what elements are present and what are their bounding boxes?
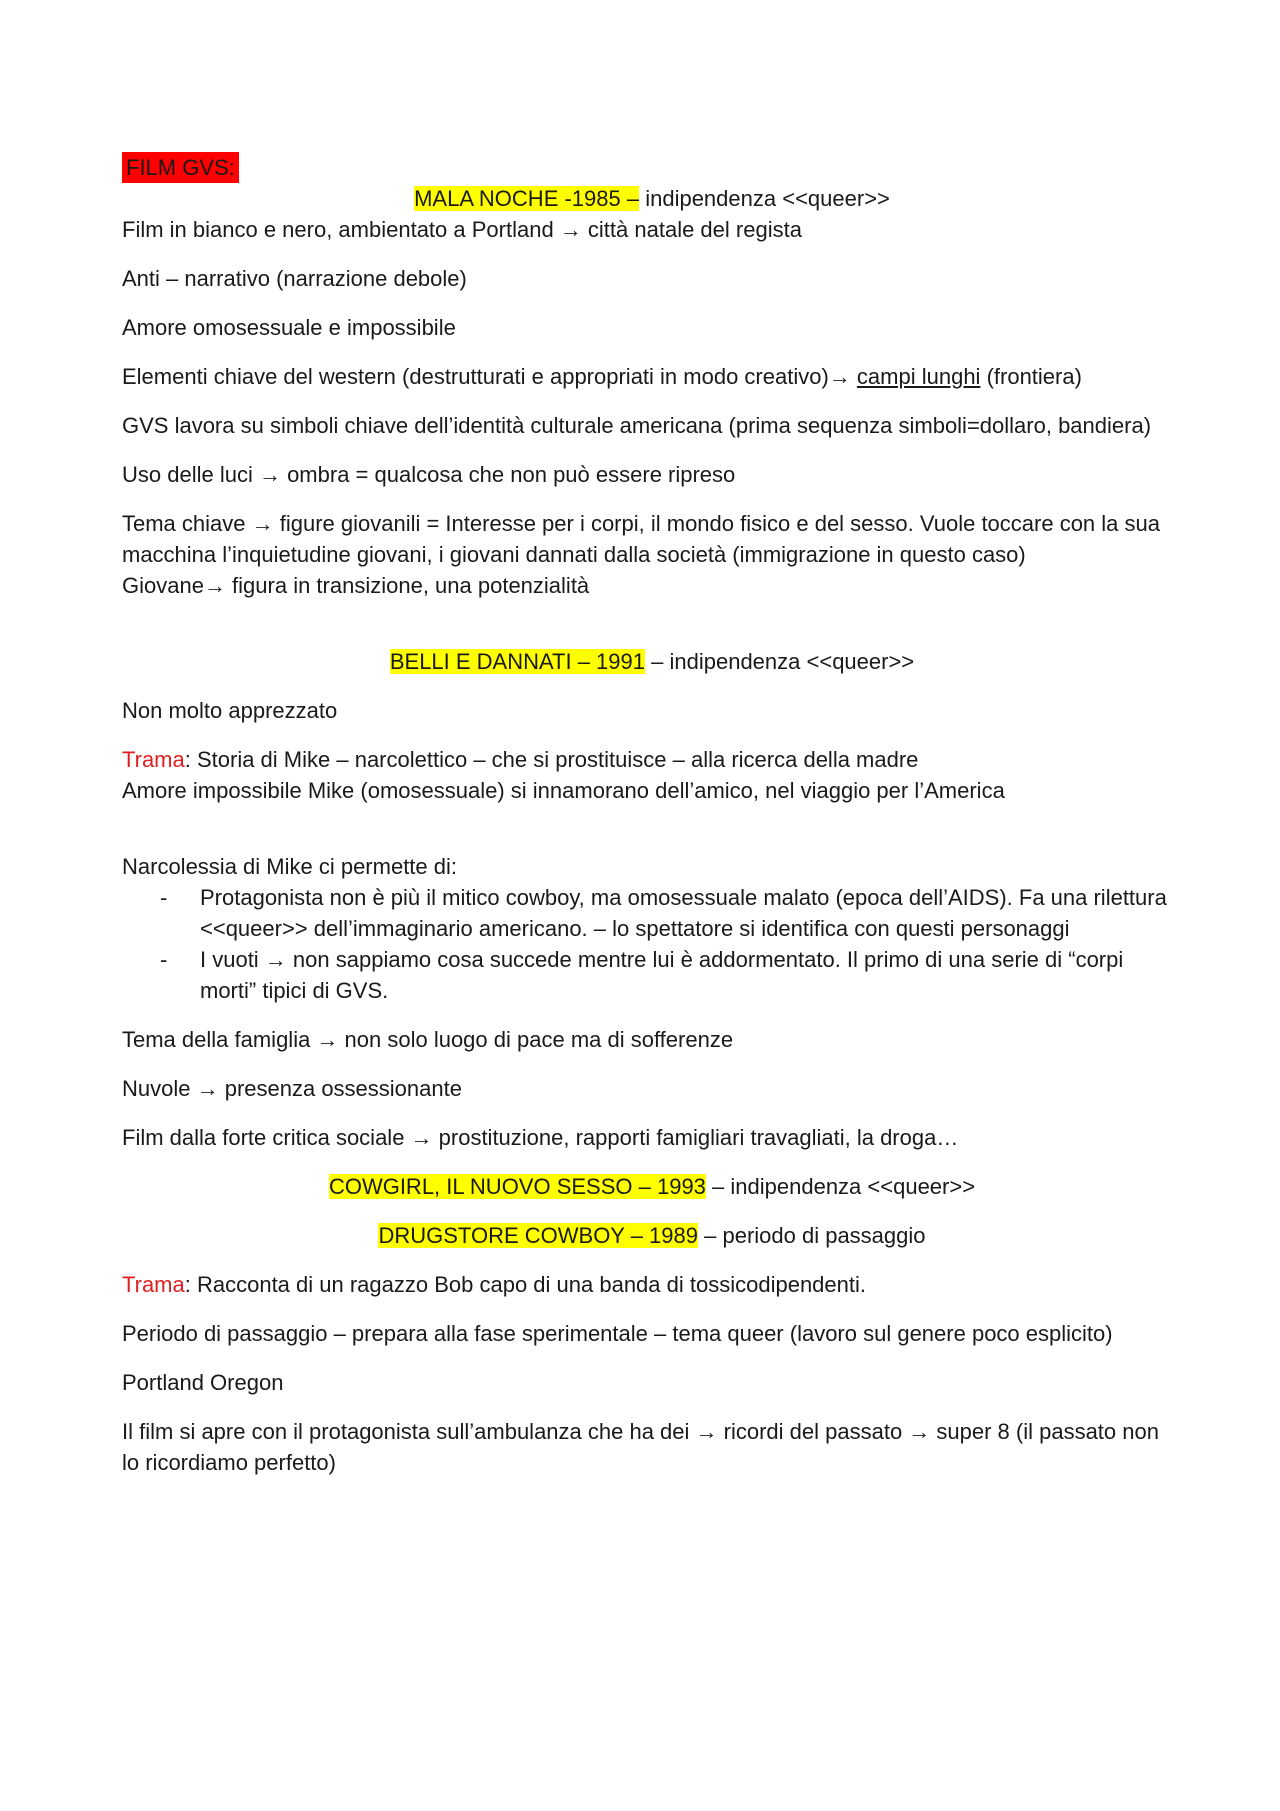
list-item: - Protagonista non è più il mitico cowboy, ma omosessuale malato (epoca dell’AIDS). Fa una rilettura <<queer>> dell’immaginario americano. – lo spettatore si identifica con questi personaggi xyxy=(200,882,1182,944)
paragraph: Tema chiave → figure giovanili = Interesse per i corpi, il mondo fisico e del sesso. Vuole toccare con la sua macchina l’inquietudine giovani, i giovani dannati dalla società (immigrazione in questo caso) xyxy=(122,511,1160,567)
paragraph: Nuvole → presenza ossessionante xyxy=(122,1076,462,1101)
heading-rest: – indipendenza <<queer>> xyxy=(651,649,915,674)
bullet-list xyxy=(122,882,1182,1006)
section-heading-mala-noche xyxy=(122,183,1182,214)
heading-highlight: BELLI E DANNATI – 1991 xyxy=(389,649,646,674)
heading-highlight: DRUGSTORE COWBOY – 1989 xyxy=(378,1223,698,1248)
section-heading-cowgirl xyxy=(122,1171,1182,1202)
paragraph: Il film si apre con il protagonista sull’ambulanza che ha dei → ricordi del passato → super 8 (il passato non lo ricordiamo perfetto) xyxy=(122,1419,1159,1475)
trama-line xyxy=(122,744,1182,775)
paragraph-western xyxy=(122,361,1182,392)
trama-line xyxy=(122,1269,1182,1300)
text: Elementi chiave del western (destrutturati e appropriati in modo creativo)→ xyxy=(122,364,851,389)
trama-label: Trama xyxy=(122,747,185,772)
heading-rest: – indipendenza <<queer>> xyxy=(712,1174,976,1199)
paragraph: Anti – narrativo (narrazione debole) xyxy=(122,266,467,291)
underlined-text: campi lunghi xyxy=(856,364,981,389)
spacer xyxy=(122,619,1182,646)
trama-text: : Racconta di un ragazzo Bob capo di una banda di tossicodipendenti. xyxy=(184,1272,866,1297)
trama-text: : Storia di Mike – narcolettico – che si prostituisce – alla ricerca della madre xyxy=(184,747,919,772)
paragraph: Uso delle luci → ombra = qualcosa che non può essere ripreso xyxy=(122,462,736,487)
heading-rest: indipendenza <<queer>> xyxy=(645,186,890,211)
paragraph: Periodo di passaggio – prepara alla fase sperimentale – tema queer (lavoro sul genere poco esplicito) xyxy=(122,1321,1113,1346)
paragraph: Tema della famiglia → non solo luogo di pace ma di sofferenze xyxy=(122,1027,734,1052)
trama-label: Trama xyxy=(122,1272,185,1297)
paragraph: Amore omosessuale e impossibile xyxy=(122,315,456,340)
paragraph: Giovane→ figura in transizione, una potenzialità xyxy=(122,573,590,598)
paragraph: Amore impossibile Mike (omosessuale) si innamorano dell’amico, nel viaggio per l’America xyxy=(122,778,1005,803)
section-heading-belli-e-dannati xyxy=(122,646,1182,677)
heading-highlight: COWGIRL, IL NUOVO SESSO – 1993 xyxy=(328,1174,706,1199)
text: (frontiera) xyxy=(986,364,1082,389)
heading-highlight: MALA NOCHE -1985 – xyxy=(414,186,640,211)
doc-title-line xyxy=(122,152,1182,183)
paragraph: Narcolessia di Mike ci permette di: xyxy=(122,854,458,879)
paragraph: Film in bianco e nero, ambientato a Portland → città natale del regista xyxy=(122,217,802,242)
heading-rest: – periodo di passaggio xyxy=(704,1223,926,1248)
section-heading-drugstore-cowboy xyxy=(122,1220,1182,1251)
paragraph: GVS lavora su simboli chiave dell’identità culturale americana (prima sequenza simboli=dollaro, bandiera) xyxy=(122,413,1152,438)
paragraph: Film dalla forte critica sociale → prostituzione, rapporti famigliari travagliati, la droga… xyxy=(122,1125,959,1150)
list-item: - I vuoti → non sappiamo cosa succede mentre lui è addormentato. Il primo di una serie di “corpi morti” tipici di GVS. xyxy=(200,944,1182,1006)
spacer xyxy=(122,824,1182,851)
paragraph: Portland Oregon xyxy=(122,1370,284,1395)
paragraph: Non molto apprezzato xyxy=(122,698,338,723)
doc-title: FILM GVS: xyxy=(122,152,239,183)
document-body xyxy=(122,152,1182,1496)
